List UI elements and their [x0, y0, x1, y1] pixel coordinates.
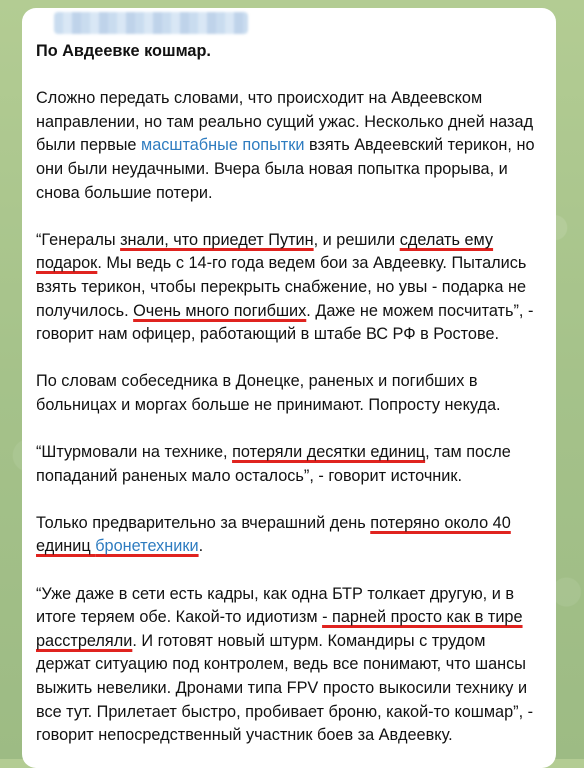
paragraph-6	[36, 583, 542, 748]
p5-text-2: .	[198, 537, 204, 556]
p2-text-4: . Даже не можем посчитать”, - говорит нам офицер, работающий в штабе ВС РФ в Ростове.	[36, 301, 534, 344]
p4-text-1: “Штурмовали на технике,	[36, 443, 233, 462]
highlight-znali-putin: знали, что приедет Путин	[120, 230, 314, 249]
highlight-desyatki-edinits: потеряли десятки единиц	[232, 443, 426, 462]
p4-text-2: , там после попаданий раненых мало осталось”, - говорит источник.	[36, 443, 511, 485]
p1-text-before: Сложно передать словами, что происходит на Авдеевском направлении, но там реально сущий ужас. Несколько дней назад были первые	[36, 89, 534, 155]
paragraph-4	[36, 441, 542, 488]
highlight-sdelat-podarok: сделать ему подарок	[36, 230, 494, 273]
message-bubble	[22, 8, 556, 768]
p2-text-2: , и решили	[313, 230, 400, 249]
message-text	[36, 40, 542, 748]
paragraph-5	[36, 512, 542, 559]
p5-text-1: Только предварительно за вчерашний день	[36, 513, 371, 532]
p2-text-1: “Генералы	[36, 230, 121, 249]
link-bronetehniki[interactable]: бронетехники	[95, 537, 199, 556]
link-masshtabnye-popytki[interactable]: масштабные попытки	[141, 136, 305, 155]
paragraph-1	[36, 87, 542, 205]
post-title: По Авдеевке кошмар.	[36, 42, 211, 60]
p1-text-after: взять Авдеевский терикон, но они были неудачными. Вчера была новая попытка прорыва, и снова большие потери.	[36, 136, 535, 202]
highlight-mnogo-pogibshih: Очень много погибших	[133, 301, 307, 320]
paragraph-2	[36, 229, 542, 347]
paragraph-3: По словам собеседника в Донецке, раненых и погибших в больницах и моргах больше не принимают. Попросту некуда.	[36, 372, 501, 414]
sender-name-redacted	[54, 12, 248, 34]
p6-text-1: “Уже даже в сети есть кадры, как одна БТР толкает другую, и в итоге теряем обе. Какой-то идиотизм	[36, 584, 514, 627]
p2-text-3: . Мы ведь с 14-го года ведем бои за Авдеевку. Пытались взять терикон, чтобы перекрыть снабжение, но увы - подарка не получилось.	[36, 254, 527, 320]
p5-underlined-text: потеряно около 40 единиц	[36, 513, 511, 556]
p6-text-2: . И готовят новый штурм. Командиры с трудом держат ситуацию под контролем, ведь все понимают, что шансы выжить невелики. Дронами типа FPV просто выкосили технику и все тут. Прилетает быстро, пробивает броню, какой-то кошмар”, - говорит непосредственный участник боев за Авдеевку.	[36, 631, 534, 745]
highlight-rasstrelyali: - парней просто как в тире расстреляли	[36, 608, 523, 650]
